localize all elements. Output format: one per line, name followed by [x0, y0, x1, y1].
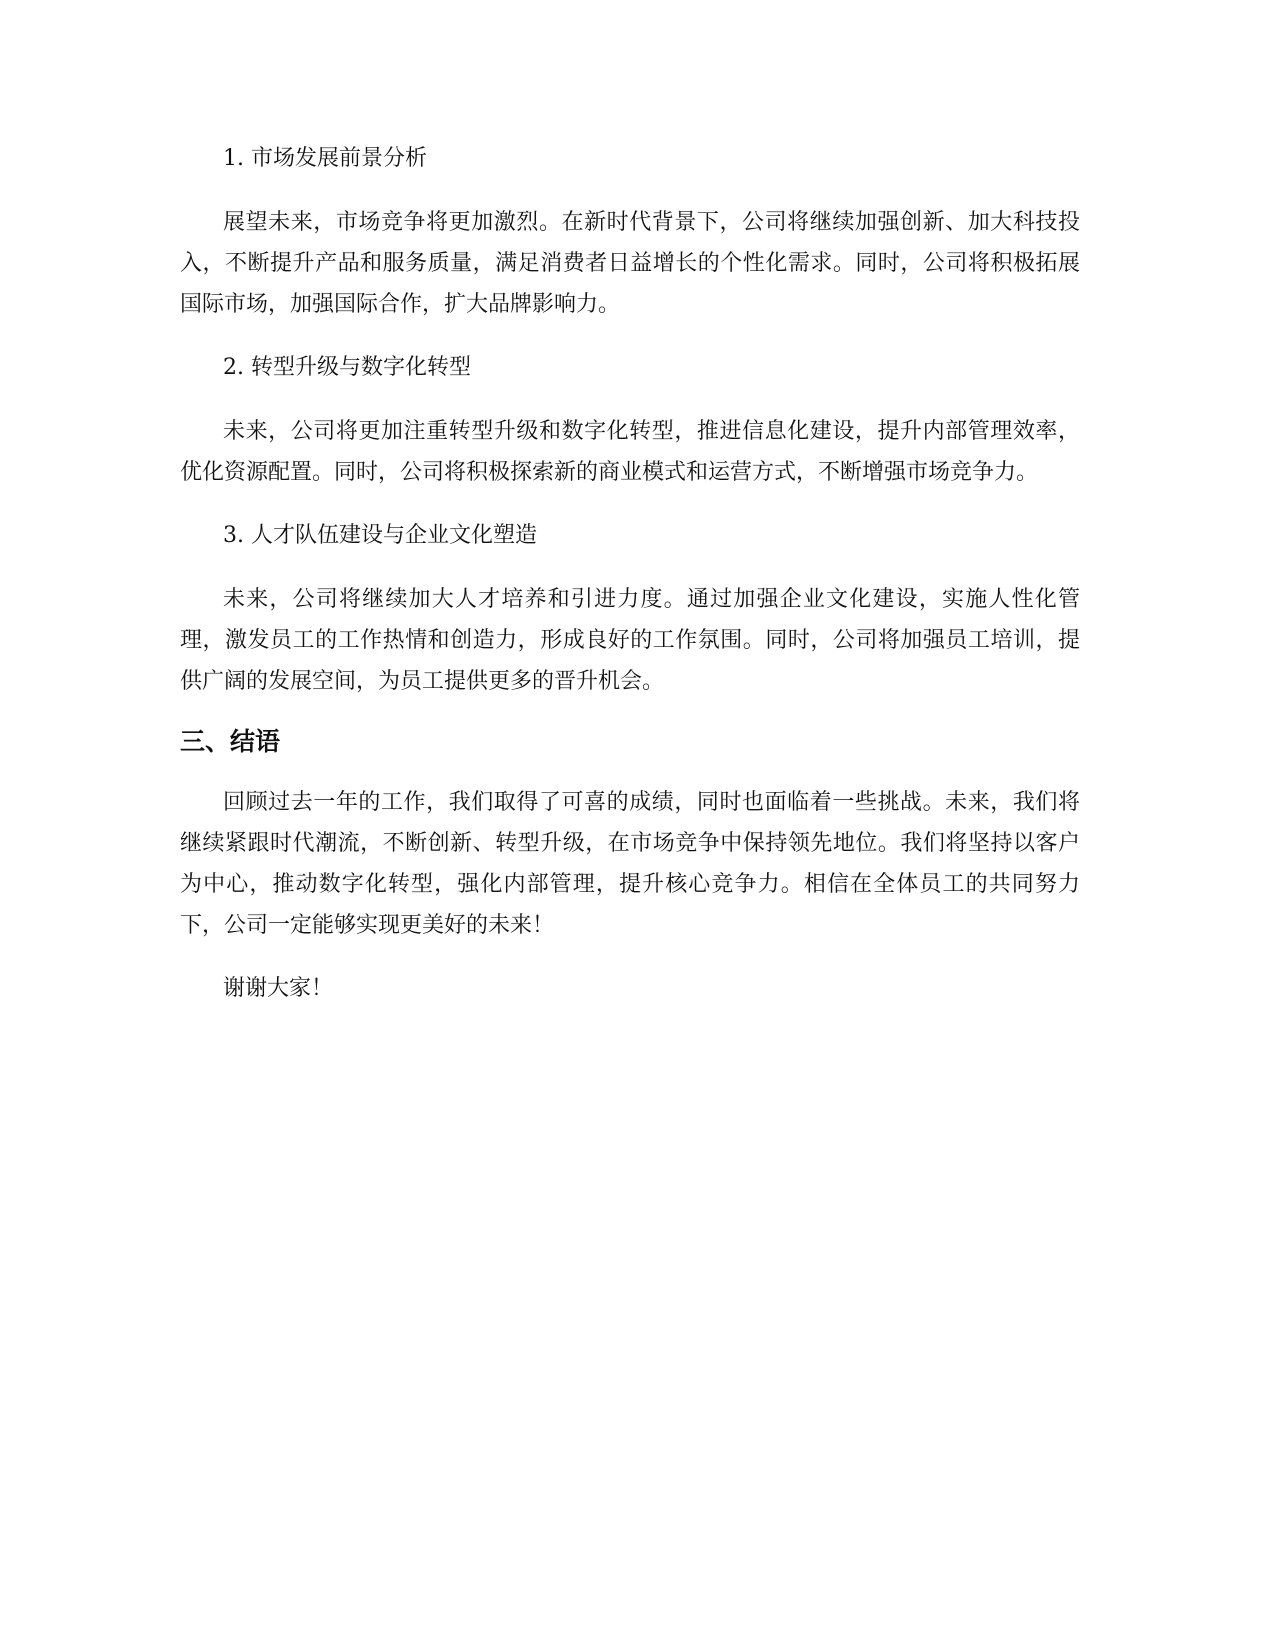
subheading-digital-transformation: 2. 转型升级与数字化转型: [223, 355, 471, 380]
closing-thanks: 谢谢大家！: [223, 976, 334, 1001]
paragraph-conclusion: 回顾过去一年的工作，我们取得了可喜的成绩，同时也面临着一些挑战。未来，我们将继续紧跟时代潮流，不断创新、转型升级，在市场竞争中保持领先地位。我们将坚持以客户为中心，推动数字化转型，强化内部管理，提升核心竞争力。相信在全体员工的共同努力下，公司一定能够实现更美好的未来！: [180, 790, 1080, 938]
subheading-talent-culture: 3. 人才队伍建设与企业文化塑造: [223, 523, 537, 548]
paragraph-market-outlook: 展望未来，市场竞争将更加激烈。在新时代背景下，公司将继续加强创新、加大科技投入，不断提升产品和服务质量，满足消费者日益增长的个性化需求。同时，公司将积极拓展国际市场，加强国际合作，扩大品牌影响力。: [180, 210, 1080, 317]
section-heading-conclusion: 三、结语: [180, 727, 281, 756]
paragraph-digital-transformation: 未来，公司将更加注重转型升级和数字化转型，推进信息化建设，提升内部管理效率，优化资源配置。同时，公司将积极探索新的商业模式和运营方式，不断增强市场竞争力。: [180, 419, 1080, 485]
subheading-market-outlook: 1. 市场发展前景分析: [223, 146, 427, 171]
paragraph-talent-culture: 未来，公司将继续加大人才培养和引进力度。通过加强企业文化建设，实施人性化管理，激发员工的工作热情和创造力，形成良好的工作氛围。同时，公司将加强员工培训，提供广阔的发展空间，为员工提供更多的晋升机会。: [180, 587, 1080, 694]
document-page: [180, 138, 1080, 1009]
